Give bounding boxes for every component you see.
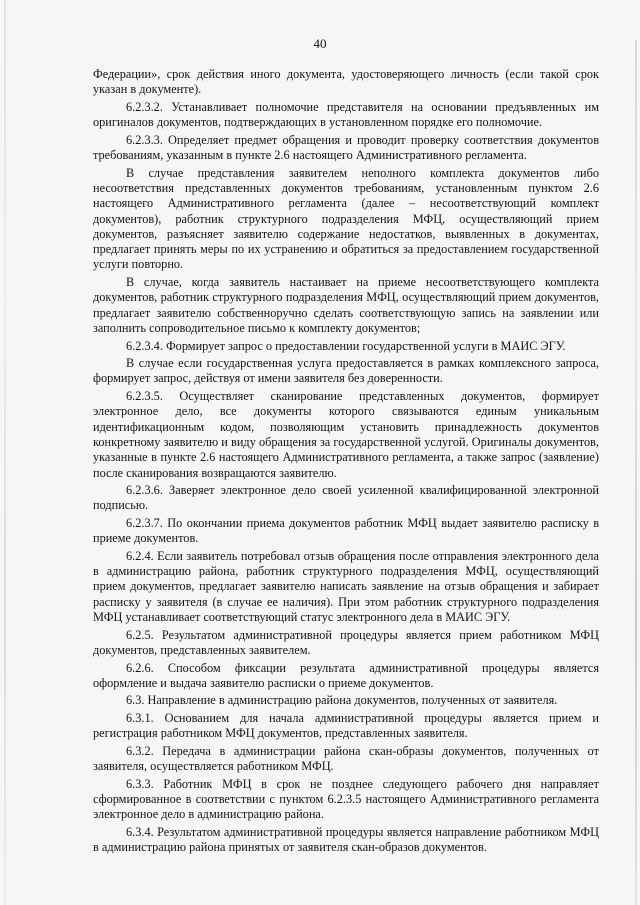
paragraph-6-2-3-5: 6.2.3.5. Осуществляет сканирование представленных документов, формирует электронное дело, все документы которого связываются единым уникальным идентификационным кодом, позволяющим установить принадлежность документов конкретному заявителю и виду обращения за государственной услугой. Оригиналы документов, указанные в пункте 2.6 настоящего Административного регламента, а также запрос (заявление) после сканирования возвращаются заявителю. <box>93 389 599 480</box>
paragraph-6-2-5: 6.2.5. Результатом административной процедуры является прием работником МФЦ документов, представленных заявителем. <box>93 627 599 657</box>
paragraph-6-2-3-6: 6.2.3.6. Заверяет электронное дело своей усиленной квалифицированной электронной подписью. <box>93 483 599 513</box>
paragraph-6-2-3-3: 6.2.3.3. Определяет предмет обращения и проводит проверку соответствия документов требованиям, указанным в пункте 2.6 настоящего Административного регламента. <box>93 132 599 163</box>
paragraph-6-3-4: 6.3.4. Результатом административной процедуры является направление работником МФЦ в администрацию района принятых от заявителя скан-образов документов. <box>93 825 599 855</box>
document-body <box>93 67 599 858</box>
paragraph-6-2-3-7: 6.2.3.7. По окончании приема документов работник МФЦ выдает заявителю расписку в приеме документов. <box>93 515 599 546</box>
paragraph-6-2-4: 6.2.4. Если заявитель потребовал отзыв обращения после отправления электронного дела в администрацию района, работник структурного подразделения МФЦ, осуществляющий прием документов, предлагает заявителю написать заявление на отзыв обращения и забирает расписку у заявителя (в случае ее наличия). При этом работник структурного подразделения МФЦ устанавливает соответствующий статус электронного дела в МАИС ЭГУ. <box>93 548 599 625</box>
paragraph-6-2-6: 6.2.6. Способом фиксации результата административной процедуры является оформление и выдача заявителю расписки о приеме документов. <box>93 660 599 690</box>
paragraph-6-3: 6.3. Направление в администрацию района документов, полученных от заявителя. <box>126 693 558 708</box>
paragraph-6-3-3: 6.3.3. Работник МФЦ в срок не позднее следующего рабочего дня направляет сформированное в соответствии с пунктом 6.2.3.5 настоящего Административного регламента электронное дело в администрацию района. <box>93 776 599 822</box>
page-number: 40 <box>313 36 327 51</box>
paragraph-6-3-2: 6.3.2. Передача в администрации района скан-образы документов, полученных от заявителя, осуществляется работником МФЦ. <box>93 743 599 774</box>
paragraph-incomplete-set: В случае представления заявителем неполного комплекта документов либо несоответствия представленных документов требованиям, установленным пунктом 2.6 настоящего Административного регламента (далее – несоответствующий комплект документов), работник структурного подразделения МФЦ, осуществляющий прием документов, разъясняет заявителю содержание недостатков, выявленных в документах, предлагает принять меры по их устранению и обратиться за предоставлением государственной услуги повторно. <box>93 165 599 272</box>
scan-edge-left <box>4 0 6 905</box>
paragraph-6-2-3-2: 6.2.3.2. Устанавливает полномочие представителя на основании предъявленных им оригиналов документов, подтверждающих в установленном порядке его полномочие. <box>93 99 599 130</box>
paragraph-continuation: Федерации», срок действия иного документа, удостоверяющего личность (если такой срок указан в документе). <box>93 67 599 97</box>
paragraph-6-2-3-4: 6.2.3.4. Формирует запрос о предоставлении государственной услуги в МАИС ЭГУ. <box>126 338 566 353</box>
scan-edge-right <box>635 40 637 905</box>
paragraph-applicant-insists: В случае, когда заявитель настаивает на приеме несоответствующего комплекта документов, работник структурного подразделения МФЦ, осуществляющий прием документов, предлагает заявителю собственноручно сделать соответствующую запись на заявлении или заполнить сопроводительное письмо к комплекту документов; <box>93 275 599 335</box>
paragraph-complex-request: В случае если государственная услуга предоставляется в рамках комплексного запроса, формирует запрос, действуя от имени заявителя без доверенности. <box>93 356 599 386</box>
paragraph-6-3-1: 6.3.1. Основанием для начала административной процедуры является прием и регистрация работником МФЦ документов, представленных заявителя. <box>93 711 599 741</box>
